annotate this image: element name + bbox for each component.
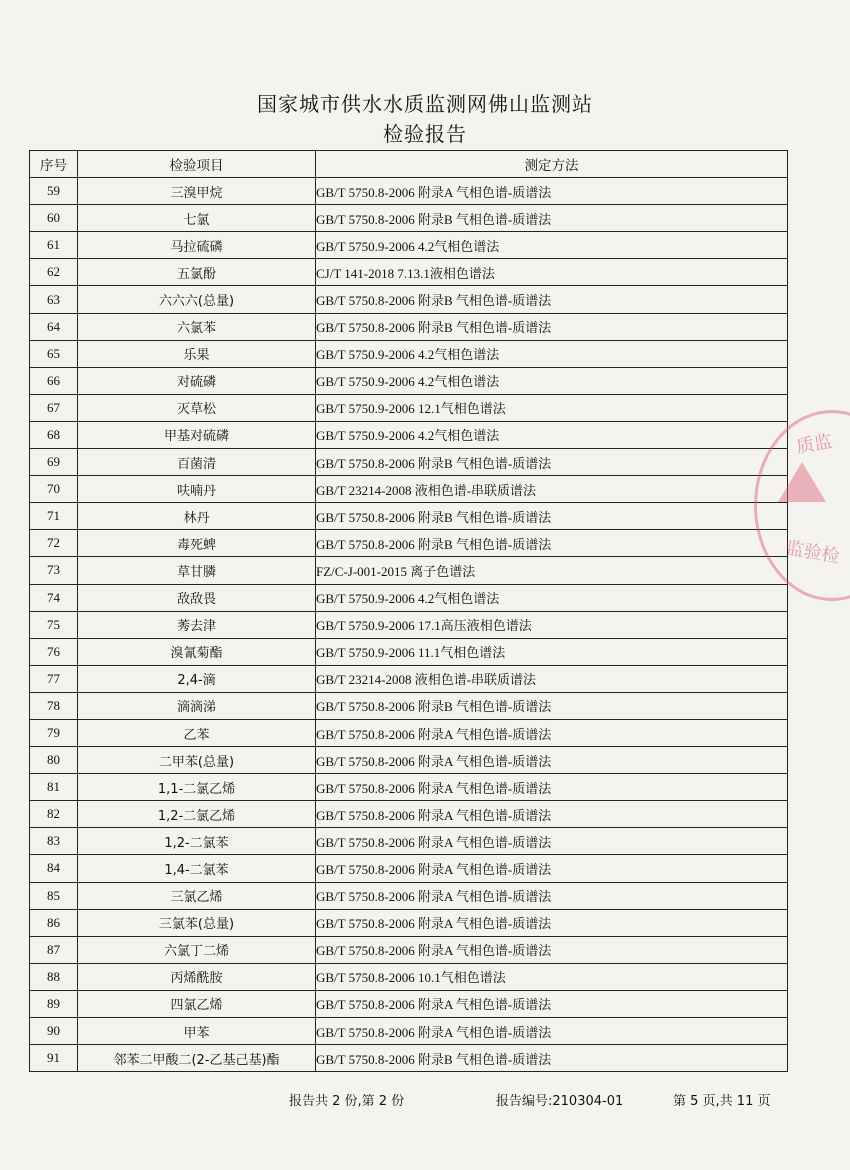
row-item: 1,1-二氯乙烯 [78, 774, 316, 801]
table-row [30, 367, 788, 394]
row-item: 草甘膦 [78, 557, 316, 584]
table-row [30, 665, 788, 692]
table-row [30, 692, 788, 719]
table-row [30, 747, 788, 774]
row-item: 二甲苯(总量) [78, 747, 316, 774]
row-method: GB/T 5750.9-2006 11.1气相色谱法 [316, 638, 788, 665]
row-number: 70 [30, 476, 78, 503]
table-row [30, 990, 788, 1017]
column-header-method: 测定方法 [316, 151, 788, 178]
row-item: 灭草松 [78, 394, 316, 421]
row-method: GB/T 23214-2008 液相色谱-串联质谱法 [316, 665, 788, 692]
report-number: 报告编号:210304-01 [496, 1094, 624, 1109]
table-row [30, 584, 788, 611]
table-row [30, 421, 788, 448]
row-method: GB/T 5750.8-2006 附录A 气相色谱-质谱法 [316, 747, 788, 774]
table-header-row [30, 151, 788, 178]
row-number: 89 [30, 990, 78, 1017]
row-item: 溴氰菊酯 [78, 638, 316, 665]
row-item: 马拉硫磷 [78, 232, 316, 259]
row-number: 79 [30, 719, 78, 746]
row-method: GB/T 23214-2008 液相色谱-串联质谱法 [316, 476, 788, 503]
row-item: 莠去津 [78, 611, 316, 638]
row-method: GB/T 5750.9-2006 4.2气相色谱法 [316, 584, 788, 611]
seal-text-top: 质监 [794, 431, 834, 458]
row-method: GB/T 5750.8-2006 附录B 气相色谱-质谱法 [316, 205, 788, 232]
row-number: 85 [30, 882, 78, 909]
row-number: 60 [30, 205, 78, 232]
table-row [30, 503, 788, 530]
table-row [30, 963, 788, 990]
row-method: GB/T 5750.8-2006 附录A 气相色谱-质谱法 [316, 178, 788, 205]
row-method: GB/T 5750.8-2006 附录B 气相色谱-质谱法 [316, 313, 788, 340]
table-row [30, 286, 788, 313]
row-number: 71 [30, 503, 78, 530]
row-item: 六氯丁二烯 [78, 936, 316, 963]
row-number: 88 [30, 963, 78, 990]
table-row [30, 178, 788, 205]
table-row [30, 801, 788, 828]
table-row [30, 557, 788, 584]
row-number: 64 [30, 313, 78, 340]
table-row [30, 1018, 788, 1045]
table-row [30, 232, 788, 259]
row-number: 91 [30, 1045, 78, 1072]
table-row [30, 774, 788, 801]
row-number: 81 [30, 774, 78, 801]
table-row [30, 719, 788, 746]
row-method: GB/T 5750.8-2006 附录A 气相色谱-质谱法 [316, 828, 788, 855]
row-item: 四氯乙烯 [78, 990, 316, 1017]
table-row [30, 855, 788, 882]
row-number: 82 [30, 801, 78, 828]
row-number: 90 [30, 1018, 78, 1045]
copies-info: 报告共 2 份,第 2 份 [289, 1094, 405, 1109]
row-method: CJ/T 141-2018 7.13.1液相色谱法 [316, 259, 788, 286]
table-row [30, 205, 788, 232]
row-number: 69 [30, 449, 78, 476]
row-number: 65 [30, 340, 78, 367]
row-method: GB/T 5750.9-2006 4.2气相色谱法 [316, 421, 788, 448]
row-item: 甲苯 [78, 1018, 316, 1045]
table-row [30, 530, 788, 557]
row-item: 敌敌畏 [78, 584, 316, 611]
table-row [30, 340, 788, 367]
row-number: 59 [30, 178, 78, 205]
row-item: 林丹 [78, 503, 316, 530]
row-number: 61 [30, 232, 78, 259]
row-method: GB/T 5750.9-2006 4.2气相色谱法 [316, 367, 788, 394]
row-method: GB/T 5750.8-2006 附录A 气相色谱-质谱法 [316, 719, 788, 746]
row-number: 87 [30, 936, 78, 963]
row-number: 62 [30, 259, 78, 286]
row-number: 66 [30, 367, 78, 394]
row-number: 77 [30, 665, 78, 692]
row-number: 75 [30, 611, 78, 638]
row-number: 83 [30, 828, 78, 855]
row-item: 1,2-二氯乙烯 [78, 801, 316, 828]
column-header-item: 检验项目 [78, 151, 316, 178]
inspection-table [29, 150, 788, 1072]
row-number: 74 [30, 584, 78, 611]
row-item: 1,2-二氯苯 [78, 828, 316, 855]
row-number: 73 [30, 557, 78, 584]
row-method: GB/T 5750.8-2006 附录A 气相色谱-质谱法 [316, 801, 788, 828]
row-item: 邻苯二甲酸二(2-乙基己基)酯 [78, 1045, 316, 1072]
row-number: 78 [30, 692, 78, 719]
row-number: 72 [30, 530, 78, 557]
row-item: 三氯苯(总量) [78, 909, 316, 936]
row-method: GB/T 5750.8-2006 附录A 气相色谱-质谱法 [316, 909, 788, 936]
row-number: 68 [30, 421, 78, 448]
row-item: 对硫磷 [78, 367, 316, 394]
page-info: 第 5 页,共 11 页 [673, 1094, 771, 1109]
row-method: GB/T 5750.8-2006 附录A 气相色谱-质谱法 [316, 990, 788, 1017]
row-item: 三氯乙烯 [78, 882, 316, 909]
table-row [30, 909, 788, 936]
row-method: GB/T 5750.8-2006 附录B 气相色谱-质谱法 [316, 1045, 788, 1072]
row-number: 86 [30, 909, 78, 936]
seal-text-bottom: 监验检 [784, 537, 842, 568]
row-number: 76 [30, 638, 78, 665]
row-method: GB/T 5750.8-2006 附录A 气相色谱-质谱法 [316, 882, 788, 909]
row-item: 丙烯酰胺 [78, 963, 316, 990]
row-item: 毒死蜱 [78, 530, 316, 557]
row-item: 五氯酚 [78, 259, 316, 286]
page-subtitle: 检验报告 [383, 122, 467, 146]
table-row [30, 611, 788, 638]
row-method: GB/T 5750.8-2006 附录B 气相色谱-质谱法 [316, 530, 788, 557]
row-item: 六氯苯 [78, 313, 316, 340]
row-method: GB/T 5750.8-2006 附录B 气相色谱-质谱法 [316, 449, 788, 476]
row-number: 63 [30, 286, 78, 313]
row-method: GB/T 5750.8-2006 附录A 气相色谱-质谱法 [316, 774, 788, 801]
row-item: 呋喃丹 [78, 476, 316, 503]
row-method: GB/T 5750.8-2006 附录A 气相色谱-质谱法 [316, 936, 788, 963]
row-method: FZ/C-J-001-2015 离子色谱法 [316, 557, 788, 584]
seal-star-icon [778, 462, 826, 502]
row-number: 84 [30, 855, 78, 882]
row-number: 67 [30, 394, 78, 421]
table-row [30, 828, 788, 855]
table-row [30, 882, 788, 909]
row-method: GB/T 5750.9-2006 4.2气相色谱法 [316, 340, 788, 367]
table-row [30, 449, 788, 476]
row-method: GB/T 5750.9-2006 17.1高压液相色谱法 [316, 611, 788, 638]
row-item: 甲基对硫磷 [78, 421, 316, 448]
row-method: GB/T 5750.8-2006 附录B 气相色谱-质谱法 [316, 286, 788, 313]
row-method: GB/T 5750.9-2006 4.2气相色谱法 [316, 232, 788, 259]
row-item: 滴滴涕 [78, 692, 316, 719]
row-method: GB/T 5750.8-2006 附录B 气相色谱-质谱法 [316, 692, 788, 719]
row-method: GB/T 5750.8-2006 10.1气相色谱法 [316, 963, 788, 990]
row-method: GB/T 5750.9-2006 12.1气相色谱法 [316, 394, 788, 421]
row-item: 七氯 [78, 205, 316, 232]
row-item: 2,4-滴 [78, 665, 316, 692]
table-row [30, 259, 788, 286]
table-row [30, 1045, 788, 1072]
row-item: 1,4-二氯苯 [78, 855, 316, 882]
row-item: 三溴甲烷 [78, 178, 316, 205]
row-method: GB/T 5750.8-2006 附录B 气相色谱-质谱法 [316, 503, 788, 530]
row-item: 乐果 [78, 340, 316, 367]
row-method: GB/T 5750.8-2006 附录A 气相色谱-质谱法 [316, 855, 788, 882]
row-method: GB/T 5750.8-2006 附录A 气相色谱-质谱法 [316, 1018, 788, 1045]
row-item: 百菌清 [78, 449, 316, 476]
table-row [30, 313, 788, 340]
page-title: 国家城市供水水质监测网佛山监测站 [257, 92, 593, 116]
row-number: 80 [30, 747, 78, 774]
row-item: 六六六(总量) [78, 286, 316, 313]
row-item: 乙苯 [78, 719, 316, 746]
table-row [30, 638, 788, 665]
column-header-number: 序号 [30, 151, 78, 178]
table-row [30, 476, 788, 503]
table-row [30, 936, 788, 963]
table-row [30, 394, 788, 421]
